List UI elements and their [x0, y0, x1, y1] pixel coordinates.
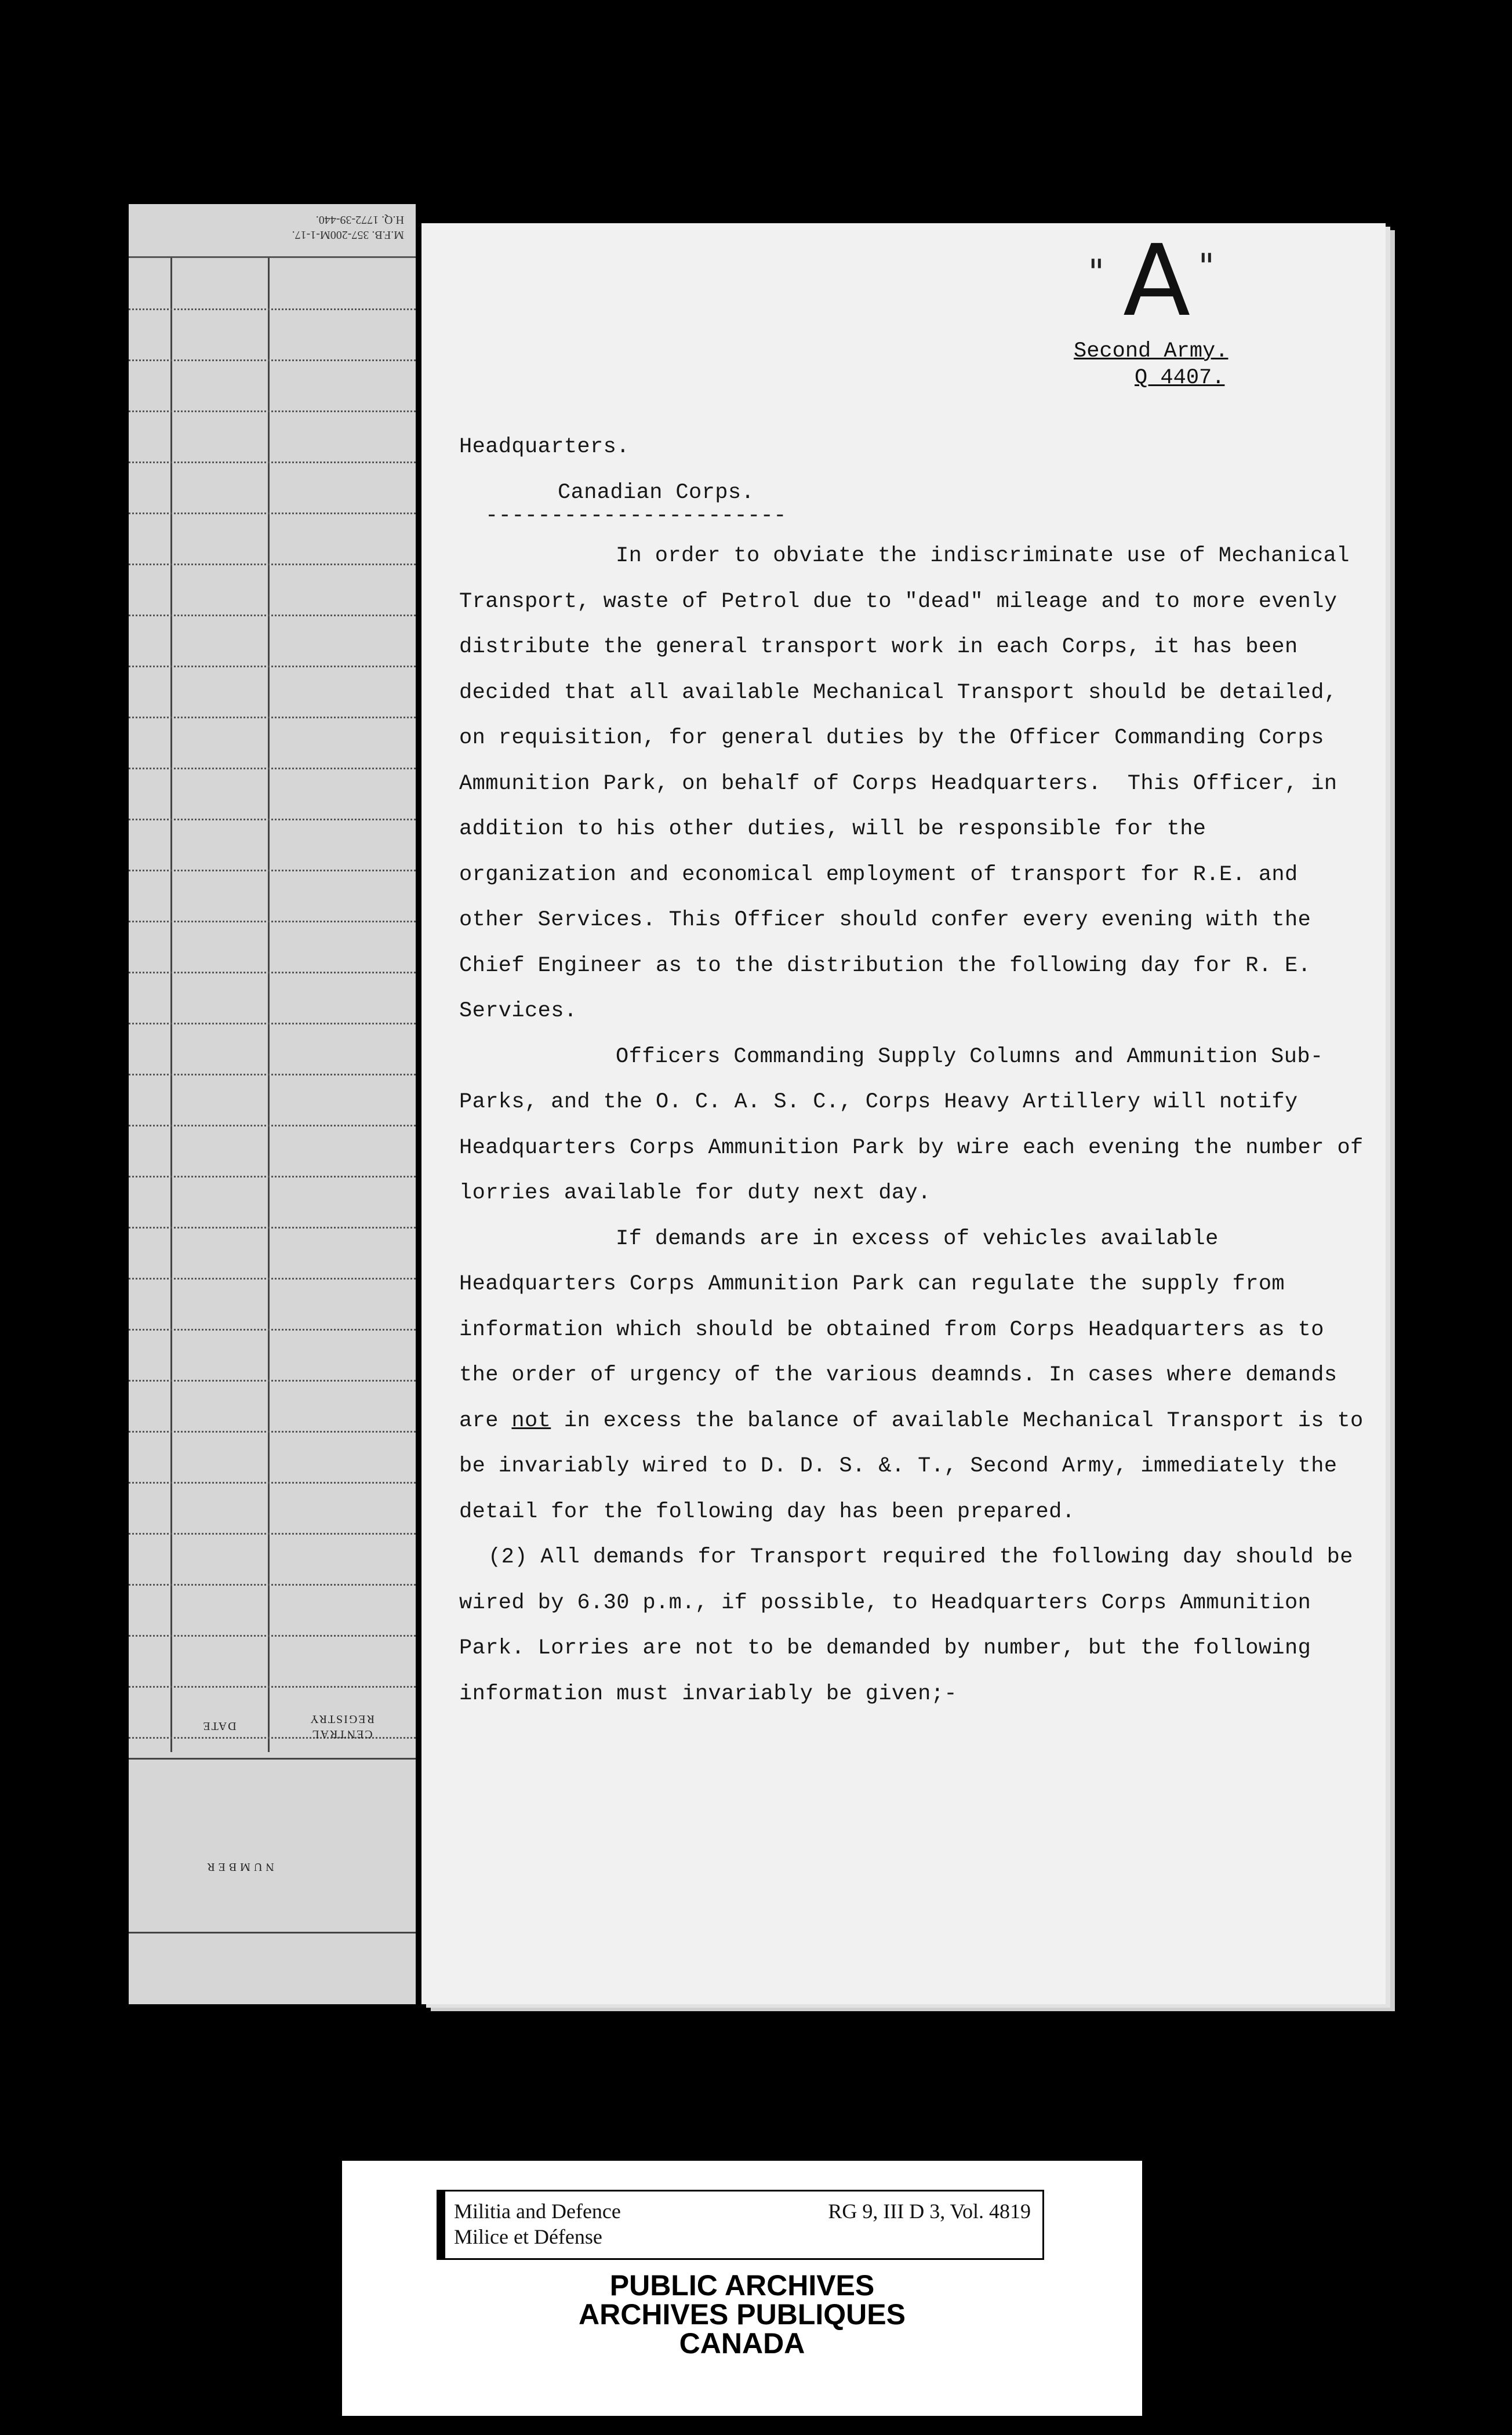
register-header	[129, 204, 416, 258]
register-row-line	[129, 1278, 416, 1280]
department-french: Milice et Défense	[454, 2225, 602, 2248]
reference-army: Second Army.	[1074, 339, 1228, 364]
register-row-line	[129, 564, 416, 565]
register-row-line	[129, 1176, 416, 1177]
archive-country: CANADA	[679, 2327, 805, 2360]
register-row-line	[129, 615, 416, 616]
register-row-line	[129, 1227, 416, 1229]
archive-name-french: ARCHIVES PUBLIQUES	[579, 2298, 906, 2331]
register-row-line	[129, 921, 416, 922]
register-row-line	[129, 666, 416, 667]
paragraph-text: in excess the balance of available Mechanical Transport is to be invariably wired to D. D. S. &. T., Second Army, immediately the detail for the following day has been prepared.	[459, 1408, 1377, 1524]
register-strip	[129, 204, 416, 2004]
register-divider	[129, 1758, 416, 1760]
register-row-line	[129, 1380, 416, 1382]
register-column-divider	[170, 257, 172, 1752]
register-row-line	[129, 819, 416, 820]
register-row-line	[129, 1329, 416, 1331]
department-english: Militia and Defence	[454, 2200, 621, 2223]
date-label: DATE	[202, 1720, 237, 1732]
register-row-line	[129, 513, 416, 514]
register-row-line	[129, 717, 416, 718]
paragraph-mt-allocation: In order to obviate the indiscriminate use of Mechanical Transport, waste of Petrol due to "dead" mileage and to more evenly distribute the general transport work in each Corps, it has been decided that all available Mechanical Transport should be detailed, on requisition, for general duties by the Officer Commanding Corps Ammunition Park, on behalf of Corps Headquarters. This Officer, in addition to his other duties, will be responsible for the organization and economical employment of transport for R.E. and other Services. This Officer should confer every evening with the Chief Engineer as to the distribution the following day for R. E. Services.	[459, 544, 1363, 1023]
archive-name-english: PUBLIC ARCHIVES	[609, 2269, 875, 2302]
archive-source-box	[444, 2190, 1044, 2260]
reference-block	[1074, 338, 1228, 391]
addressee-rule: -----------------------	[485, 504, 787, 528]
register-divider	[129, 1932, 416, 1934]
register-row-line	[129, 410, 416, 412]
register-row-line	[129, 1023, 416, 1024]
paragraph-lorry-notification: Officers Commanding Supply Columns and Ammunition Sub-Parks, and the O. C. A. S. C., Corps Heavy Artillery will notify Headquarters Corps Ammunition Park by wire each evening the number of lorries available for duty next day.	[459, 1044, 1377, 1205]
register-row-line	[129, 308, 416, 310]
register-row-line	[129, 768, 416, 769]
addressee-line-2: Canadian Corps.	[558, 480, 755, 505]
handwritten-quote-left: "	[1088, 252, 1104, 293]
paragraph-transport-demands: (2) All demands for Transport required the following day should be wired by 6.30 p.m., if possible, to Headquarters Corps Ammunition Park. Lorries are not to be demanded by number, but the following information must invariably be given;-	[459, 1545, 1366, 1706]
department-names	[454, 2198, 621, 2249]
addressee-line-1: Headquarters.	[459, 435, 630, 459]
number-label: NUMBER	[203, 1860, 274, 1873]
document-body	[459, 533, 1375, 1717]
register-row-line	[129, 1533, 416, 1535]
handwritten-letter-mark: A	[1123, 224, 1191, 339]
register-row-line	[129, 1584, 416, 1586]
register-row-line	[129, 1074, 416, 1075]
register-row-line	[129, 972, 416, 973]
archive-label	[342, 2161, 1142, 2416]
printer-line: M.F.B. 357-200M-1-17. H.Q. 1772-39-440.	[292, 213, 404, 241]
register-row-line	[129, 1125, 416, 1126]
underlined-word: not	[511, 1408, 551, 1433]
handwritten-quote-right: "	[1198, 246, 1215, 287]
document-page	[421, 223, 1386, 2004]
register-row-line	[129, 1431, 416, 1433]
central-registry-label: CENTRAL REGISTRY	[309, 1713, 375, 1740]
register-row-line	[129, 1686, 416, 1688]
register-row-line	[129, 359, 416, 361]
register-row-line	[129, 1482, 416, 1484]
paragraph-excess-demands	[459, 1216, 1375, 1535]
register-column-divider	[268, 257, 270, 1752]
register-table	[129, 257, 416, 1752]
addressee-block	[459, 424, 1375, 528]
register-row-line	[129, 461, 416, 463]
paragraph-text: If demands are in excess of vehicles available Headquarters Corps Ammunition Park can regulate the supply from information which should be obtained from Corps Headquarters as to the order of urgency of the various deamnds. In cases where demands are	[459, 1226, 1351, 1433]
register-row-line	[129, 1635, 416, 1637]
archive-reference: RG 9, III D 3, Vol. 4819	[828, 2200, 1031, 2223]
archive-name	[342, 2271, 1142, 2358]
reference-number: Q 4407.	[1135, 366, 1225, 390]
register-row-line	[129, 870, 416, 871]
